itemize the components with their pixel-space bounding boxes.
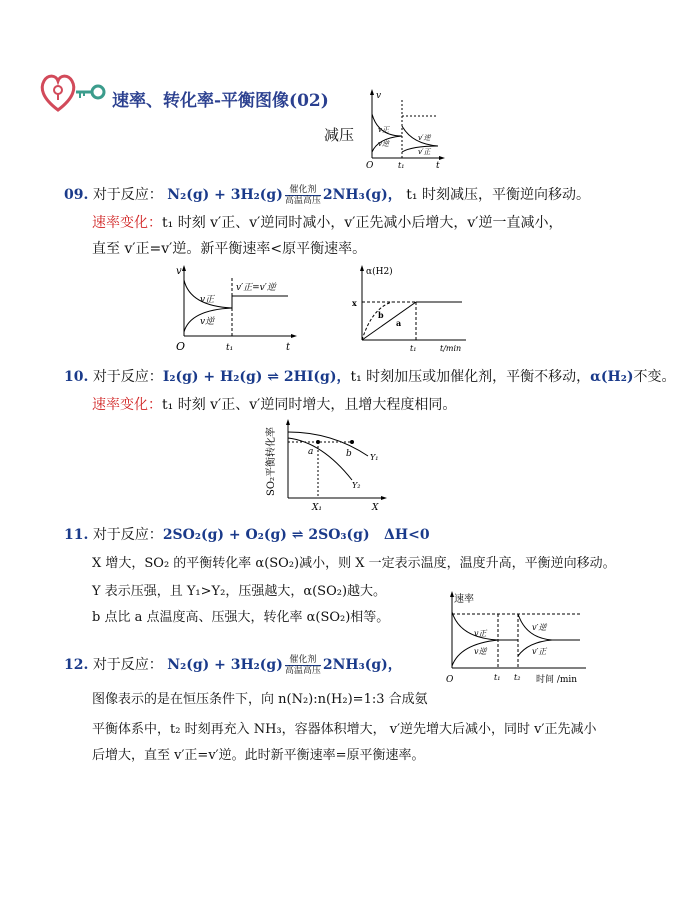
key-icon <box>76 86 104 98</box>
g3-axis-x: X <box>372 503 379 513</box>
g1-t1: t₁ <box>226 343 234 353</box>
item09-rate-graph <box>170 262 298 352</box>
g4-vp-zheng: v′正 <box>532 647 547 656</box>
g3-b: b <box>346 449 352 459</box>
top-v-ni: v逆 <box>378 140 389 148</box>
g2-x-label: x <box>352 298 357 308</box>
item12-line1: 12. 对于反应： N₂(g) + 3H₂(g) $\frac{\text{催化剂}}{\text{高温高压}}$ 2NH₃(g)， <box>64 654 402 676</box>
g4-t1: t₁ <box>494 673 501 682</box>
g4-t2: t₂ <box>514 673 521 682</box>
g4-vp-ni: v′逆 <box>532 623 547 632</box>
item10-change: 速率变化：t₁ 时刻 v′正、v′逆同时增大，且增大程度相同。 <box>92 397 457 413</box>
g4-axis-x: 时间 /min <box>536 675 578 685</box>
item11-line3: Y 表示压强，且 Y₁>Y₂，压强越大，α(SO₂)越大。 <box>92 584 387 599</box>
g3-x1: X₁ <box>312 503 323 513</box>
g1-equal: v′正=v′逆 <box>236 283 276 293</box>
item09-change2: 直至 v′正=v′逆。新平衡速率<原平衡速率。 <box>92 241 367 257</box>
item10-line1: 10. 对于反应：I₂(g) + H₂(g) ⇌ 2HI(g)，t₁ 时刻加压或加催化剂，平衡不移动，α(H₂)不变。 <box>64 369 676 385</box>
item09-change: 速率变化：t₁ 时刻 v′正、v′逆同时减小，v′正先减小后增大，v′逆一直减小， <box>92 215 563 231</box>
top-axis-t: t <box>436 161 440 171</box>
top-graph-label: 减压 <box>324 126 355 144</box>
g4-axis-y: 速率 <box>454 594 474 605</box>
g1-v-zheng: v正 <box>200 295 215 305</box>
item11-line1: 11. 对于反应：2SO₂(g) + O₂(g) ⇌ 2SO₃(g) ΔH<0 <box>64 527 430 543</box>
g3-a: a <box>308 447 314 457</box>
item11-line2: X 增大，SO₂ 的平衡转化率 α(SO₂)减小，则 X 一定表示温度，温度升高，平衡逆向移动。 <box>92 556 616 571</box>
g3-axis-y: SO₂平衡转化率 <box>266 426 277 496</box>
item12-line2: 图像表示的是在恒压条件下，向 n(N₂):n(H₂)=1:3 合成氨 <box>92 692 428 707</box>
g1-origin: O <box>176 340 186 353</box>
g2-axis-t: t/min <box>440 344 462 353</box>
g1-axis-v: v <box>176 266 182 277</box>
item11-rate-graph <box>440 590 590 686</box>
g3-y1: Y₁ <box>370 453 379 462</box>
top-v-zheng: v正 <box>378 126 389 134</box>
heart-key-logo <box>36 70 108 116</box>
g2-axis-y: α(H2) <box>366 267 393 277</box>
g4-v-zheng: v正 <box>474 629 487 638</box>
top-t1: t₁ <box>398 161 405 170</box>
page-title: 速率、转化率-平衡图像(02) <box>112 91 329 111</box>
top-vp-ni: v′逆 <box>418 134 431 142</box>
item12-line4: 后增大，直至 v′正=v′逆。此时新平衡速率=原平衡速率。 <box>92 748 425 763</box>
top-origin: O <box>366 161 374 171</box>
g3-y2: Y₂ <box>352 481 361 490</box>
g1-v-ni: v逆 <box>200 317 215 327</box>
item09-line1: 09. 对于反应： N₂(g) + 3H₂(g) $\frac{\text{催化剂}}{\text{高温高压}}$ 2NH₃(g)， t₁ 时刻减压，平衡逆向移动。 <box>64 184 590 206</box>
top-vp-zheng: v′正 <box>418 148 431 156</box>
item09-alpha-graph <box>350 262 470 354</box>
g2-t1: t₁ <box>410 344 417 353</box>
g2-a: a <box>396 318 402 328</box>
g4-v-ni: v逆 <box>474 647 487 656</box>
g2-b: b <box>378 310 384 320</box>
top-axis-v: v <box>376 91 382 101</box>
top-rate-graph <box>360 86 446 170</box>
g1-axis-t: t <box>286 342 291 353</box>
g4-origin: O <box>446 675 454 685</box>
item11-line4: b 点比 a 点温度高、压强大，转化率 α(SO₂)相等。 <box>92 610 390 625</box>
item10-so2-graph <box>262 418 390 514</box>
item12-line3: 平衡体系中，t₂ 时刻再充入 NH₃，容器体积增大， v′逆先增大后减小，同时 v′正先减小 <box>92 722 597 737</box>
